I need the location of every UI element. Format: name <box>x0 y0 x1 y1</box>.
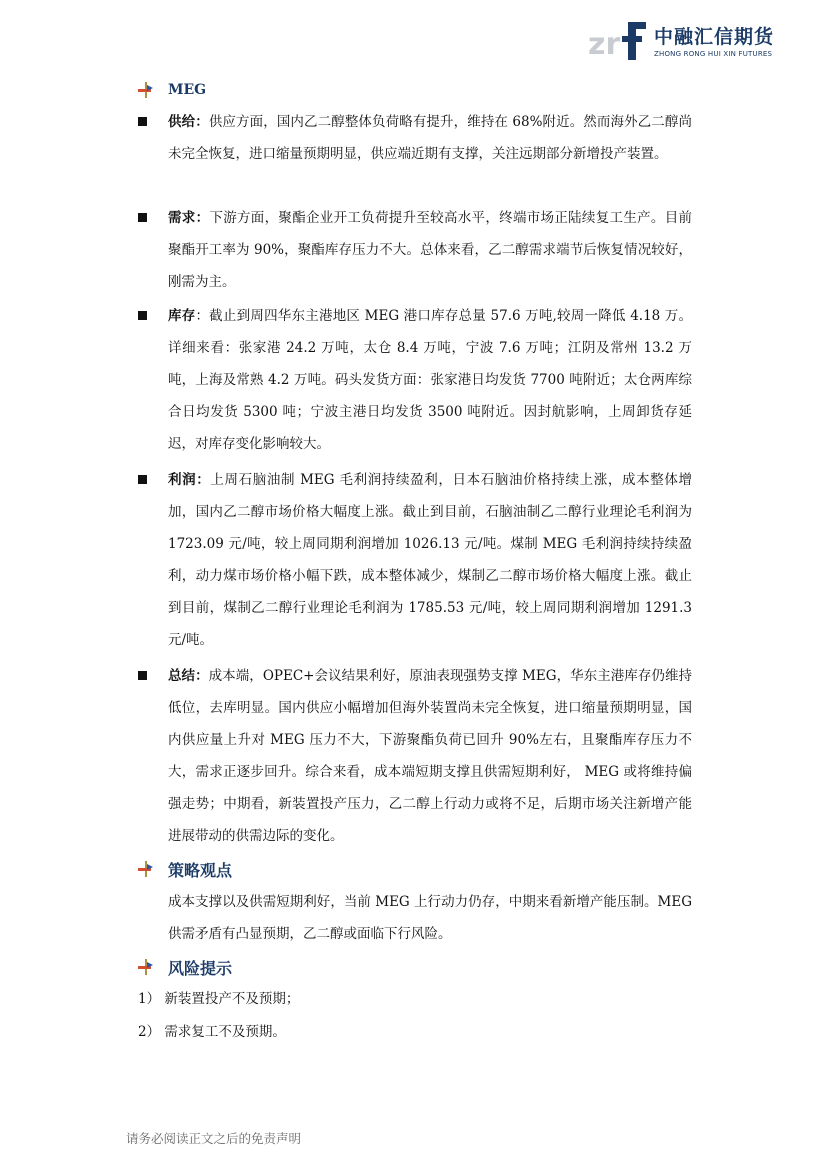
logo-english-name: ZHONG RONG HUI XIN FUTURES <box>654 50 773 58</box>
paragraph-text: 上周石脑油制 MEG 毛利润持续盈利，日本石脑油价格持续上涨，成本整体增加，国内乙二醇市场价格大幅度上涨。截止到目前，石脑油制乙二醇行业理论毛利润为 1723.09 元/吨，较上周同期利润增加 1026.13 元/吨。煤制 MEG 毛利润持续持续盈利，动力煤市场价格小幅下跌，成本整体减少，煤制乙二醇市场价格大幅度上涨。截止到目前，煤制乙二醇行业理论毛利润为 1785.53 元/吨，较上周同期利润增加 1291.3 元/吨。 <box>168 472 693 648</box>
section-title: 策略观点 <box>168 860 233 880</box>
section-heading-strategy <box>138 858 232 880</box>
paragraph-text: 成本支撑以及供需短期利好，当前 MEG 上行动力仍存，中期来看新增产能压制。MEG 供需矛盾有凸显预期，乙二醇或面临下行风险。 <box>168 894 692 942</box>
paragraph-strategy <box>168 886 692 950</box>
paragraph-text: 成本端，OPEC+会议结果利好，原油表现强势支撑 MEG，华东主港库存仍维持低位，去库明显。国内供应小幅增加但海外装置尚未完全恢复，进口缩量预期明显，国内供应量上升对 MEG 压力不大，下游聚酯负荷已回升 90%左右，且聚酯库存压力不大，需求正逐步回升。综合来看，成本端短期支撑且供需短期利好， MEG 或将维持偏强走势；中期看，新装置投产压力，乙二醇上行动力或将不足，后期市场关注新增产能进展带动的供需边际的变化。 <box>168 668 692 844</box>
risk-item: 1） 新装置投产不及预期； <box>138 991 300 1007</box>
paragraph-text: ：截止到周四华东主港地区 MEG 港口库存总量 57.6 万吨,较周一降低 4.18 万。详细来看：张家港 24.2 万吨，太仓 8.4 万吨，宁波 7.6 万吨；江阴及常州 13.2 万吨，上海及常熟 4.2 万吨。码头发货方面：张家港日均发货 7700 吨附近；太仓两库综合日均发货 5300 吨；宁波主港日均发货 3500 吨附近。因封航影响，上周卸货存延迟，对库存变化影响较大。 <box>168 308 692 452</box>
keyword: 利润： <box>168 472 211 488</box>
company-logo <box>588 20 788 62</box>
bullet-square-icon <box>138 117 147 126</box>
svg-text:zr: zr <box>588 27 621 62</box>
section-heading-meg <box>138 79 206 101</box>
bullet-square-icon <box>138 671 147 680</box>
keyword: 总结： <box>168 668 209 684</box>
paragraph-text: 下游方面，聚酯企业开工负荷提升至较高水平，终端市场正陆续复工生产。目前聚酯开工率为 90%，聚酯库存压力不大。总体来看，乙二醇需求端节后恢复情况较好，刚需为主。 <box>168 210 693 290</box>
paragraph-supply <box>168 106 692 170</box>
keyword: 需求： <box>168 210 210 226</box>
bullet-square-icon <box>138 311 147 320</box>
risk-item: 2） 需求复工不及预期。 <box>138 1024 286 1040</box>
bullet-square-icon <box>138 475 147 484</box>
bullet-square-icon <box>138 213 147 222</box>
paragraph-demand <box>168 202 692 298</box>
flag-icon <box>138 82 154 98</box>
logo-chinese-name: 中融汇信期货 <box>654 26 775 48</box>
zrf-logo-mark-icon <box>588 20 650 62</box>
section-title: MEG <box>168 82 207 98</box>
paragraph-text: 供应方面，国内乙二醇整体负荷略有提升，维持在 68%附近。然而海外乙二醇尚未完全恢复，进口缩量预期明显，供应端近期有支撑，关注远期部分新增投产装置。 <box>168 114 693 162</box>
paragraph-inventory <box>168 300 692 460</box>
section-title: 风险提示 <box>168 958 233 978</box>
paragraph-summary <box>168 660 692 852</box>
paragraph-profit <box>168 464 692 656</box>
section-heading-risk <box>138 956 232 978</box>
keyword: 库存 <box>168 308 196 324</box>
footer-disclaimer: 请务必阅读正文之后的免责声明 <box>126 1131 302 1146</box>
keyword: 供给： <box>168 114 209 130</box>
flag-icon <box>138 959 154 975</box>
flag-icon <box>138 861 154 877</box>
